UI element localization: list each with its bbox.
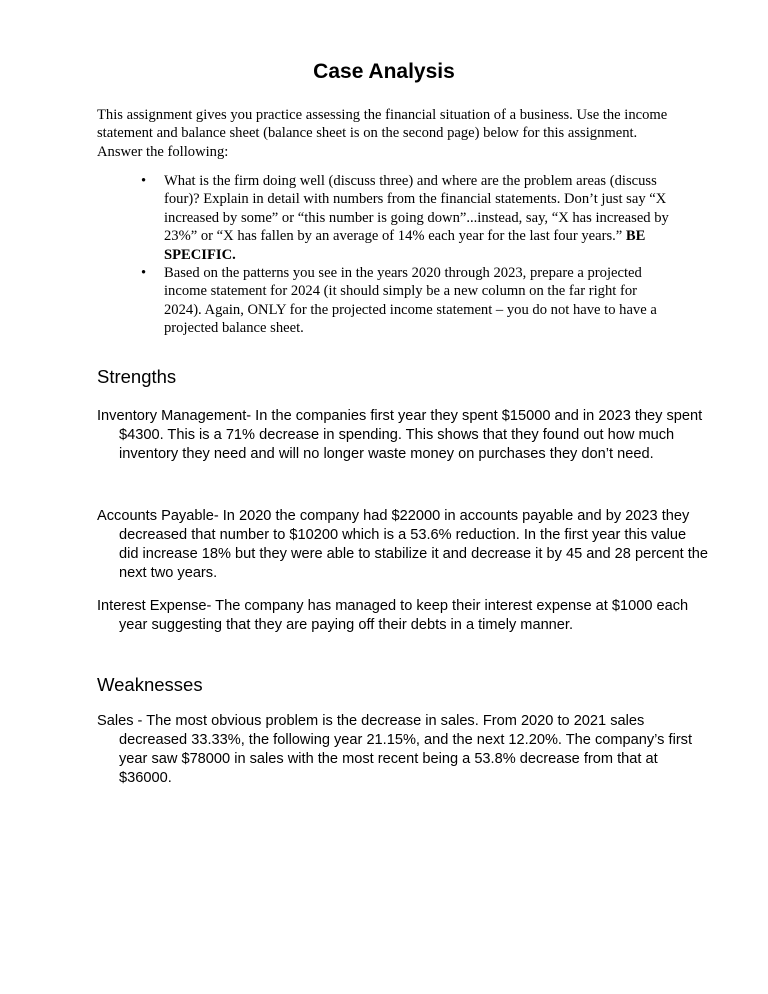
list-item bbox=[97, 172, 677, 264]
assignment-questions-list bbox=[97, 172, 677, 338]
strengths-heading: Strengths bbox=[97, 366, 177, 387]
bullet-marker: • bbox=[141, 173, 147, 189]
weakness-paragraph-sales: Sales - The most obvious problem is the decrease in sales. From 2020 to 2021 sales decreased 33.33%, the following year 21.15%, and the next 12.20%. The company’s first year saw $78000 in sales with the most recent being a 53.8% decrease from that at $36000. bbox=[97, 713, 693, 786]
bullet-marker: • bbox=[141, 265, 147, 282]
question-text: What is the firm doing well (discuss three) and where are the problem areas (discuss four)? Explain in detail with numbers from the financial statements. Don’t just say “X increased by some” or “this number is going down”...instead, say, “X has increased by 23%” or “X has fallen by an average of 14% each year for the last four years.” bbox=[164, 173, 669, 245]
weaknesses-heading: Weaknesses bbox=[97, 674, 203, 695]
strength-paragraph-inventory: Inventory Management- In the companies first year they spent $15000 and in 2023 they spent $4300. This is a 71% decrease in spending. This shows that they found out how much inventory they need and will no longer waste money on purchases they don’t need. bbox=[97, 408, 703, 462]
question-text: Based on the patterns you see in the years 2020 through 2023, prepare a projected income statement for 2024 (it should simply be a new column on the far right for 2024). Again, ONLY for the projected income statement – you do not have to have a projected balance sheet. bbox=[164, 265, 657, 337]
strength-paragraph-interest-expense: Interest Expense- The company has managed to keep their interest expense at $1000 each year suggesting that they are paying off their debts in a timely manner. bbox=[97, 598, 689, 633]
document-title: Case Analysis bbox=[313, 60, 455, 84]
list-item bbox=[97, 264, 677, 338]
question-emphasis: BE SPECIFIC. bbox=[164, 228, 646, 263]
intro-paragraph: This assignment gives you practice assessing the financial situation of a business. Use the income statement and balance sheet (balance sheet is on the second page) below for this assignment. Answer the following: bbox=[97, 107, 668, 160]
strength-paragraph-accounts-payable: Accounts Payable- In 2020 the company had $22000 in accounts payable and by 2023 they decreased that number to $10200 which is a 53.6% reduction. In the first year this value did increase 18% but they were able to stabilize it and decrease it by 45 and 28 percent the next two years. bbox=[97, 508, 708, 581]
